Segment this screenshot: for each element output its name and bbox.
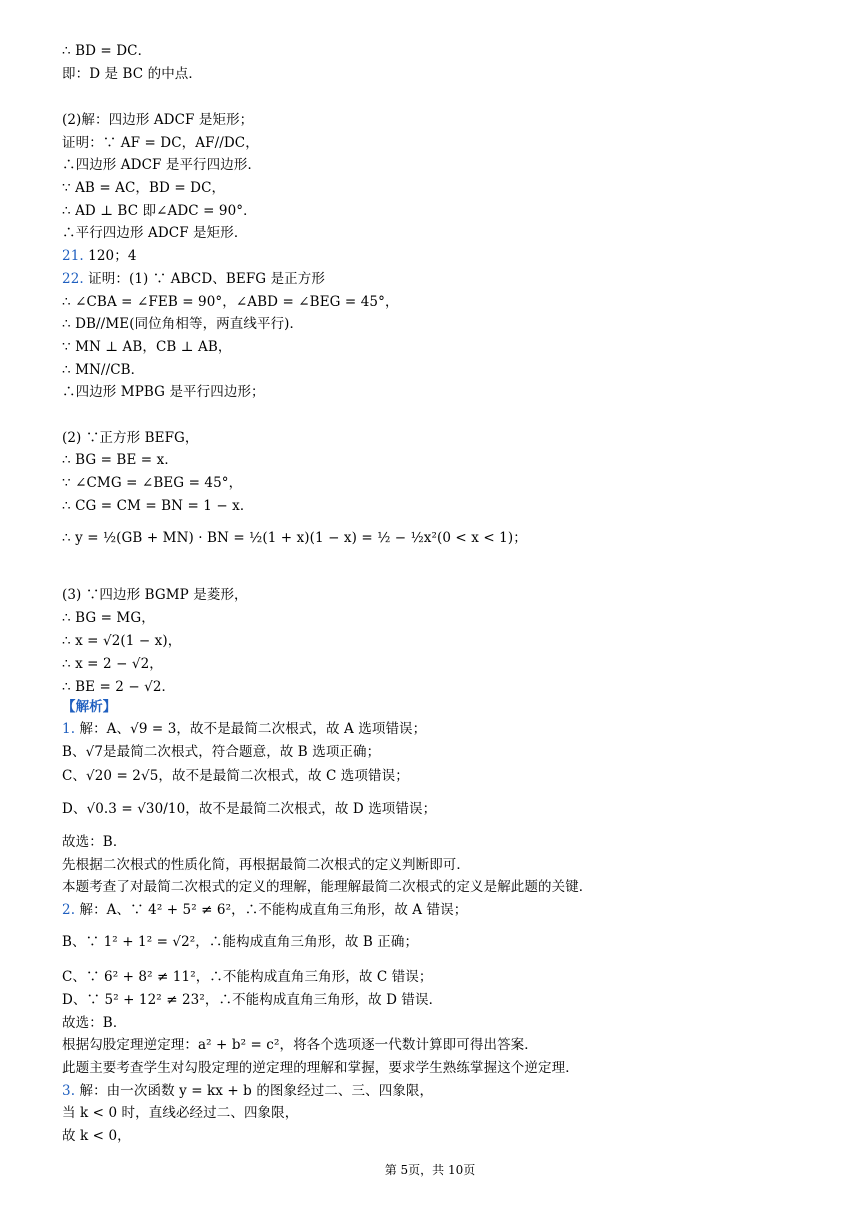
text-line: ∴ AD ⊥ BC 即∠ADC = 90°． <box>62 203 257 219</box>
text-line: ∴ BD = DC． <box>62 43 152 59</box>
text-line: (2) ∵正方形 BEFG， <box>62 430 199 446</box>
text-line: ∴ MN//CB． <box>62 362 145 378</box>
text-line: D、∵ 5² + 12² ≠ 23²，∴不能构成直角三角形，故 D 错误． <box>62 992 443 1008</box>
page-footer: 第 5页，共 10页 <box>384 1163 476 1177</box>
text-line: ∴ CG = CM = BN = 1 − x． <box>62 498 254 514</box>
text-line: 此题主要考查学生对勾股定理的逆定理的理解和掌握，要求学生熟练掌握这个逆定理． <box>62 1060 579 1076</box>
answer-line-2: 2. 解：A、∵ 4² + 5² ≠ 6²，∴不能构成直角三角形，故 A 错误； <box>62 902 468 918</box>
text-line: 故选：B． <box>62 1015 127 1031</box>
question-number: 22. <box>62 271 84 287</box>
text-line: ∴ BE = 2 − √2． <box>62 679 176 695</box>
text-line: 当 k < 0 时，直线必经过二、四象限， <box>62 1105 299 1121</box>
text-line: ∴平行四边形 ADCF 是矩形． <box>62 225 248 241</box>
text-line: ∵ ∠CMG = ∠BEG = 45°， <box>62 475 243 491</box>
question-number: 1. <box>62 721 76 737</box>
answer-line-3: 3. 解：由一次函数 y = kx + b 的图象经过二、三、四象限， <box>62 1083 434 1099</box>
section-header: 【解析】 <box>62 699 117 715</box>
text-line: 即：D 是 BC 的中点． <box>62 66 202 82</box>
question-number: 3. <box>62 1083 76 1099</box>
text-line: ∴ ∠CBA = ∠FEB = 90°，∠ABD = ∠BEG = 45°， <box>62 294 399 310</box>
formula-line: ∴ y = ½(GB + MN) · BN = ½(1 + x)(1 − x) = ½ − ½x²(0 < x < 1)； <box>62 530 527 546</box>
text-line: C、∵ 6² + 8² ≠ 11²，∴不能构成直角三角形，故 C 错误； <box>62 969 433 985</box>
question-number: 2. <box>62 902 76 918</box>
text-line: 先根据二次根式的性质化简，再根据最简二次根式的定义判断即可． <box>62 857 470 873</box>
formula-line: D、√0.3 = √30/10，故不是最简二次根式，故 D 选项错误； <box>62 801 437 817</box>
text-line: ∴ DB//ME(同位角相等，两直线平行)． <box>62 316 304 332</box>
text-line: ∵ MN ⊥ AB，CB ⊥ AB， <box>62 339 232 355</box>
answer-line-22: 22. 证明：(1) ∵ ABCD、BEFG 是正方形 <box>62 271 325 287</box>
text-line: 本题考查了对最简二次根式的定义的理解，能理解最简二次根式的定义是解此题的关键． <box>62 879 593 895</box>
text-line: 故 k < 0， <box>62 1128 131 1144</box>
text-line: ∴ x = √2(1 − x)， <box>62 633 182 649</box>
text-line: 故选：B． <box>62 834 127 850</box>
text-line: ∴四边形 MPBG 是平行四边形； <box>62 384 265 400</box>
answer-line-1: 1. 解：A、√9 = 3，故不是最简二次根式，故 A 选项错误； <box>62 721 427 737</box>
text-line: C、√20 = 2√5，故不是最简二次根式，故 C 选项错误； <box>62 768 409 784</box>
text-line: ∵ AB = AC，BD = DC， <box>62 180 226 196</box>
text-line: ∴ BG = BE = x． <box>62 452 178 468</box>
text-line: 根据勾股定理逆定理：a² + b² = c²，将各个选项逐一代数计算即可得出答案． <box>62 1037 538 1053</box>
text-line: (3) ∵四边形 BGMP 是菱形， <box>62 587 248 603</box>
text-line: ∴四边形 ADCF 是平行四边形． <box>62 157 262 173</box>
text-line: B、√7是最简二次根式，符合题意，故 B 选项正确； <box>62 744 381 760</box>
text-line: ∴ BG = MG， <box>62 610 155 626</box>
question-number: 21. <box>62 248 84 264</box>
text-line: ∴ x = 2 − √2， <box>62 656 163 672</box>
text-line: (2)解：四边形 ADCF 是矩形； <box>62 112 254 128</box>
text-line: 证明：∵ AF = DC，AF//DC， <box>62 135 259 151</box>
text-line: B、∵ 1² + 1² = √2²，∴能构成直角三角形，故 B 正确； <box>62 934 419 950</box>
answer-line-21: 21. 120；4 <box>62 248 137 264</box>
